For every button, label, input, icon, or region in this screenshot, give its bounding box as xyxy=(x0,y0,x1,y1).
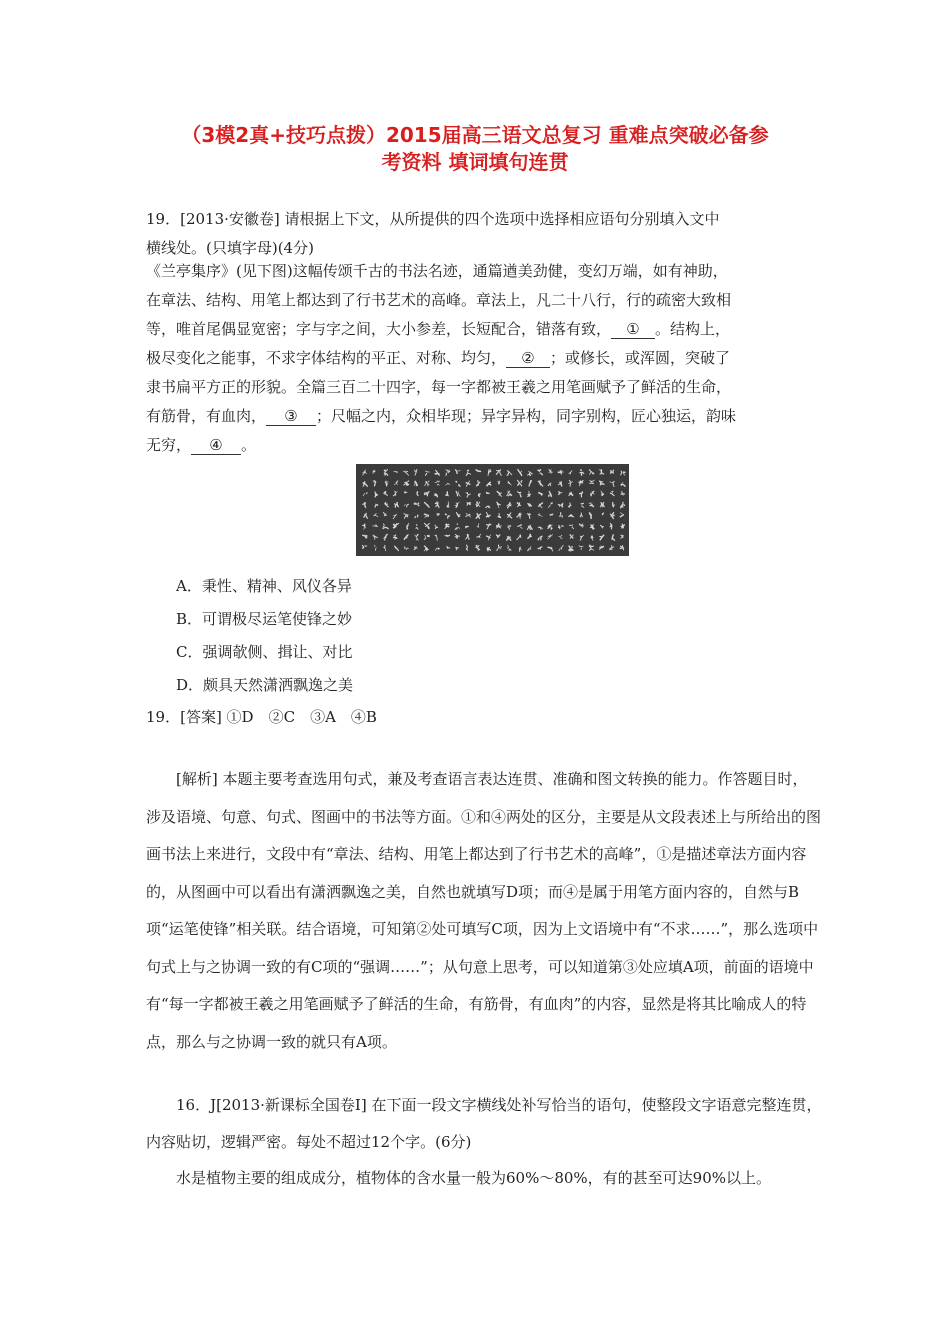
calligraphy-stroke xyxy=(467,494,471,497)
calligraphy-stroke xyxy=(455,469,457,474)
calligraphy-stroke xyxy=(612,491,614,492)
calligraphy-stroke xyxy=(579,546,584,547)
calligraphy-stroke xyxy=(438,548,440,549)
calligraphy-stroke xyxy=(435,548,437,551)
passage-line-5: 隶书扁平方正的形貌。全篇三百二十四字，每一字都被王羲之用笔画赋予了鲜活的生命， xyxy=(146,378,732,396)
calligraphy-stroke xyxy=(394,546,398,551)
calligraphy-stroke xyxy=(446,484,451,485)
calligraphy-stroke xyxy=(487,484,492,486)
calligraphy-stroke xyxy=(375,515,379,516)
blank-4: ④ xyxy=(191,436,241,455)
calligraphy-stroke xyxy=(457,527,460,528)
calligraphy-stroke xyxy=(437,481,438,482)
calligraphy-stroke xyxy=(510,517,512,519)
calligraphy-stroke xyxy=(425,471,430,472)
calligraphy-stroke xyxy=(383,547,386,551)
calligraphy-stroke xyxy=(498,482,499,485)
calligraphy-stroke xyxy=(455,528,457,530)
calligraphy-stroke xyxy=(548,535,551,537)
passage-line-1: 《兰亭集序》(见下图)这幅传颂千古的书法名迹，通篇遒美劲健，变幻万端，如有神助， xyxy=(146,262,728,280)
calligraphy-stroke xyxy=(479,494,480,497)
calligraphy-stroke xyxy=(621,484,625,486)
calligraphy-stroke xyxy=(456,547,457,550)
calligraphy-stroke xyxy=(407,515,408,518)
calligraphy-stroke xyxy=(467,470,469,471)
calligraphy-stroke xyxy=(600,525,603,528)
calligraphy-stroke xyxy=(456,491,458,496)
calligraphy-stroke xyxy=(488,549,491,551)
calligraphy-stroke xyxy=(394,534,396,536)
calligraphy-stroke xyxy=(406,537,408,538)
calligraphy-stroke xyxy=(435,525,437,529)
calligraphy-stroke xyxy=(416,534,418,536)
calligraphy-stroke xyxy=(487,548,488,550)
passage-line-2: 在章法、结构、用笔上都达到了行书艺术的高峰。章法上，凡二十八行，行的疏密大致相 xyxy=(146,291,732,309)
passage-text: 。结构上， xyxy=(655,320,731,338)
calligraphy-stroke xyxy=(466,545,467,548)
calligraphy-stroke xyxy=(590,505,594,507)
passage-line-3 xyxy=(146,315,822,344)
calligraphy-stroke xyxy=(589,472,590,474)
calligraphy-stroke xyxy=(559,548,561,551)
calligraphy-stroke xyxy=(466,549,467,551)
question-16-stem: 16．J[2013·新课标全国卷Ⅰ] 在下面一段文字横线处补写恰当的语句，使整段文字语意完整连贯，内容贴切，逻辑严密。每处不超过12个字。(6分) xyxy=(146,1096,822,1151)
calligraphy-stroke xyxy=(365,545,367,546)
calligraphy-image xyxy=(356,464,629,556)
calligraphy-stroke xyxy=(497,491,499,493)
calligraphy-stroke xyxy=(620,471,621,476)
calligraphy-stroke xyxy=(465,527,466,528)
passage-text: 等，唯首尾偶显宽密；字与字之间，大小参差，长短配合，错落有致， xyxy=(146,320,612,338)
options-list xyxy=(176,570,353,702)
calligraphy-stroke xyxy=(569,494,571,496)
calligraphy-stroke xyxy=(500,547,502,548)
calligraphy-stroke xyxy=(417,491,418,493)
calligraphy-stroke xyxy=(448,516,450,519)
calligraphy-stroke xyxy=(569,480,571,482)
calligraphy-stroke xyxy=(407,484,408,486)
calligraphy-stroke xyxy=(517,492,521,493)
calligraphy-stroke xyxy=(384,470,385,471)
calligraphy-stroke xyxy=(602,493,604,495)
calligraphy-stroke xyxy=(456,502,460,504)
calligraphy-stroke xyxy=(376,525,377,526)
passage-line-4 xyxy=(146,344,822,373)
calligraphy-stroke xyxy=(424,502,429,507)
calligraphy-stroke xyxy=(518,469,523,476)
calligraphy-stroke xyxy=(435,535,436,536)
calligraphy-stroke xyxy=(425,473,426,476)
calligraphy-stroke xyxy=(383,527,389,528)
calligraphy-stroke xyxy=(469,503,470,505)
calligraphy-stroke xyxy=(539,471,540,472)
calligraphy-stroke xyxy=(427,491,429,496)
answer-19: 19．[答案] ①D ②C ③A ④B xyxy=(146,708,377,726)
calligraphy-stroke xyxy=(417,516,418,517)
calligraphy-stroke xyxy=(393,514,397,519)
calligraphy-stroke xyxy=(374,484,375,486)
calligraphy-stroke xyxy=(383,491,385,493)
calligraphy-stroke xyxy=(417,494,419,496)
calligraphy-stroke xyxy=(446,535,450,536)
calligraphy-stroke xyxy=(394,484,398,485)
calligraphy-stroke xyxy=(364,524,365,528)
calligraphy-stroke xyxy=(561,512,562,515)
calligraphy-stroke xyxy=(375,480,377,482)
calligraphy-stroke xyxy=(447,506,448,508)
calligraphy-stroke xyxy=(579,482,583,483)
calligraphy-stroke xyxy=(424,549,426,551)
calligraphy-stroke xyxy=(476,470,482,472)
calligraphy-stroke xyxy=(623,525,625,528)
passage-text: ；尺幅之内，众相毕现；异字异构，同字别构，匠心独运，韵味 xyxy=(316,407,737,425)
calligraphy-stroke xyxy=(404,547,405,549)
calligraphy-stroke xyxy=(612,547,614,548)
passage-line-7 xyxy=(146,431,822,460)
calligraphy-stroke xyxy=(424,538,426,540)
calligraphy-stroke xyxy=(624,473,625,476)
calligraphy-stroke xyxy=(445,514,446,515)
calligraphy-stroke xyxy=(548,505,551,508)
calligraphy-stroke xyxy=(589,483,594,484)
option-b: B．可谓极尽运笔使锋之妙 xyxy=(176,610,353,628)
calligraphy-stroke xyxy=(438,484,440,485)
calligraphy-stroke xyxy=(476,545,479,546)
calligraphy-stroke xyxy=(416,524,417,525)
calligraphy-stroke xyxy=(551,528,552,530)
calligraphy-stroke xyxy=(528,548,531,551)
calligraphy-stroke xyxy=(366,492,367,494)
passage xyxy=(146,257,822,460)
calligraphy-stroke xyxy=(551,503,553,504)
calligraphy-stroke xyxy=(559,516,560,517)
calligraphy-stroke xyxy=(610,482,616,483)
calligraphy-stroke xyxy=(405,491,407,492)
calligraphy-stroke xyxy=(489,515,490,517)
calligraphy-stroke xyxy=(550,473,551,474)
calligraphy-stroke xyxy=(467,492,468,493)
passage-text: 有筋骨，有血肉， xyxy=(146,407,267,425)
question-19-stem xyxy=(146,205,822,263)
calligraphy-stroke xyxy=(435,470,437,473)
calligraphy-stroke xyxy=(540,548,541,549)
calligraphy-stroke xyxy=(589,502,591,503)
calligraphy-stroke xyxy=(468,537,469,540)
calligraphy-stroke xyxy=(446,524,449,525)
calligraphy-stroke xyxy=(385,474,388,476)
calligraphy-stroke xyxy=(455,537,457,539)
passage-text: 极尽变化之能事，不求字体结构的平正、对称、均匀， xyxy=(146,349,507,367)
calligraphy-stroke xyxy=(521,480,522,482)
calligraphy-stroke xyxy=(486,492,490,493)
calligraphy-stroke xyxy=(572,547,573,548)
calligraphy-stroke xyxy=(620,512,622,514)
option-c: C．强调欹侧、揖让、对比 xyxy=(176,643,353,661)
calligraphy-stroke xyxy=(611,516,613,518)
calligraphy-stroke xyxy=(560,538,562,539)
calligraphy-stroke xyxy=(373,526,379,527)
calligraphy-stroke xyxy=(477,526,479,528)
blank-3: ③ xyxy=(266,407,316,426)
calligraphy-stroke xyxy=(362,525,364,526)
calligraphy-stroke xyxy=(529,494,531,497)
calligraphy-stroke xyxy=(551,547,553,551)
calligraphy-stroke xyxy=(581,469,582,471)
calligraphy-stroke xyxy=(424,535,425,537)
calligraphy-stroke xyxy=(570,483,571,487)
analysis-19: [解析] 本题主要考查选用句式，兼及考查语言表达连贯、准确和图文转换的能力。作答题目时，涉及语境、句意、句式、图画中的书法等方面。①和④两处的区分，主要是从文段表述上与所给出的图画书法上来进行，文段中有“章法、结构、用笔上都达到了行书艺术的高峰”，①是描述章法方面内容的，从图画中可以看出有潇洒飘逸之美，自然也就填写D项；而④是属于用笔方面内容的，自然与B项“运笔使锋”相关联。结合语境，可知第②处可填写C项，因为上文语境中有“不求……”，那么选项中句式上与之协调一致的有C项的“强调……”；从句意上思考，可以知道第③处应填A项，前面的语境中有“每一字都被王羲之用笔画赋予了鲜活的生命，有筋骨，有血肉”的内容，显然是将其比喻成人的特点，那么与之协调一致的就只有A项。 xyxy=(146,770,822,1051)
calligraphy-stroke xyxy=(508,495,511,496)
calligraphy-stroke xyxy=(425,516,430,517)
calligraphy-stroke xyxy=(613,470,614,474)
calligraphy-stroke xyxy=(562,504,563,507)
calligraphy-stroke xyxy=(517,513,520,517)
calligraphy-stroke xyxy=(476,484,478,486)
calligraphy-stroke xyxy=(466,513,467,514)
calligraphy-stroke xyxy=(418,503,419,506)
calligraphy-stroke xyxy=(435,503,437,504)
calligraphy-stroke xyxy=(375,483,376,484)
q19-stem-line-1: 19．[2013·安徽卷] 请根据上下文，从所提供的四个选项中选择相应语句分别填入文中 xyxy=(146,210,720,228)
calligraphy-stroke xyxy=(376,548,377,551)
calligraphy-stroke xyxy=(426,481,427,483)
calligraphy-stroke xyxy=(582,506,584,508)
calligraphy-stroke xyxy=(416,528,418,530)
calligraphy-stroke xyxy=(366,517,368,519)
calligraphy-stroke xyxy=(363,481,365,486)
calligraphy-stroke xyxy=(438,481,440,482)
calligraphy-stroke xyxy=(548,495,549,497)
calligraphy-stroke xyxy=(613,505,615,506)
calligraphy-stroke xyxy=(599,547,603,548)
calligraphy-strokes xyxy=(356,464,629,556)
title-line-2: 考资料 填词填句连贯 xyxy=(381,150,569,174)
calligraphy-stroke xyxy=(529,513,530,514)
question-16-passage: 水是植物主要的组成成分，植物体的含水量一般为60%～80%，有的甚至可达90%以上。 xyxy=(176,1169,772,1187)
calligraphy-stroke xyxy=(406,548,408,550)
calligraphy-stroke xyxy=(467,473,471,474)
calligraphy-stroke xyxy=(508,483,510,485)
calligraphy-stroke xyxy=(580,480,583,481)
calligraphy-stroke xyxy=(507,491,509,496)
calligraphy-stroke xyxy=(540,473,543,475)
calligraphy-stroke xyxy=(581,513,583,517)
calligraphy-stroke xyxy=(527,527,529,530)
calligraphy-stroke xyxy=(509,549,511,551)
calligraphy-stroke xyxy=(438,502,439,507)
calligraphy-stroke xyxy=(612,549,613,550)
calligraphy-stroke xyxy=(600,535,604,541)
calligraphy-stroke xyxy=(549,525,552,526)
calligraphy-stroke xyxy=(620,515,624,518)
calligraphy-stroke xyxy=(560,470,561,471)
calligraphy-stroke xyxy=(434,495,436,497)
calligraphy-stroke xyxy=(599,481,601,484)
calligraphy-stroke xyxy=(414,483,415,486)
calligraphy-stroke xyxy=(620,548,622,549)
calligraphy-stroke xyxy=(550,514,553,515)
calligraphy-stroke xyxy=(404,505,406,506)
calligraphy-stroke xyxy=(364,527,367,529)
calligraphy-stroke xyxy=(506,539,511,541)
blank-1: ① xyxy=(611,320,655,339)
calligraphy-stroke xyxy=(363,493,364,496)
calligraphy-stroke xyxy=(446,473,447,476)
calligraphy-stroke xyxy=(417,515,418,516)
calligraphy-stroke xyxy=(538,537,540,540)
calligraphy-stroke xyxy=(457,523,458,525)
passage-text: ；或修长，或浑圆，突破了 xyxy=(550,349,731,367)
calligraphy-stroke xyxy=(624,505,626,506)
calligraphy-stroke xyxy=(520,493,521,497)
passage-text: 无穷， xyxy=(146,436,192,454)
calligraphy-stroke xyxy=(600,473,605,474)
calligraphy-stroke xyxy=(497,549,498,551)
option-a: A．秉性、精神、风仪各异 xyxy=(176,577,352,595)
calligraphy-stroke xyxy=(496,534,500,535)
option-d: D．颇具天然潇洒飘逸之美 xyxy=(176,676,354,694)
calligraphy-stroke xyxy=(456,481,457,482)
calligraphy-stroke xyxy=(579,473,583,474)
calligraphy-stroke xyxy=(610,493,614,496)
calligraphy-stroke xyxy=(362,545,363,548)
calligraphy-stroke xyxy=(476,501,477,503)
calligraphy-stroke xyxy=(581,548,582,550)
calligraphy-stroke xyxy=(362,502,364,504)
calligraphy-stroke xyxy=(539,503,543,507)
calligraphy-stroke xyxy=(613,515,614,516)
calligraphy-stroke xyxy=(500,470,502,475)
calligraphy-stroke xyxy=(448,494,449,496)
calligraphy-stroke xyxy=(520,547,521,550)
blank-2: ② xyxy=(506,349,550,368)
calligraphy-stroke xyxy=(592,491,594,493)
calligraphy-stroke xyxy=(579,524,580,525)
calligraphy-stroke xyxy=(415,469,417,476)
calligraphy-stroke xyxy=(541,536,543,541)
calligraphy-stroke xyxy=(531,482,532,483)
calligraphy-stroke xyxy=(404,492,405,493)
calligraphy-stroke xyxy=(610,549,611,550)
calligraphy-stroke xyxy=(395,471,397,472)
calligraphy-stroke xyxy=(538,513,539,514)
page-title xyxy=(120,122,830,176)
calligraphy-stroke xyxy=(508,527,510,530)
calligraphy-stroke xyxy=(599,548,600,550)
calligraphy-stroke xyxy=(385,482,389,483)
calligraphy-stroke xyxy=(458,491,460,496)
calligraphy-stroke xyxy=(521,527,523,529)
calligraphy-stroke xyxy=(530,546,531,549)
calligraphy-stroke xyxy=(466,516,467,517)
passage-text: 。 xyxy=(241,436,257,454)
calligraphy-stroke xyxy=(469,516,471,517)
calligraphy-stroke xyxy=(476,547,479,549)
calligraphy-stroke xyxy=(459,485,461,487)
calligraphy-stroke xyxy=(562,516,563,518)
calligraphy-stroke xyxy=(428,484,429,486)
calligraphy-stroke xyxy=(572,527,574,529)
calligraphy-stroke xyxy=(383,524,385,528)
calligraphy-stroke xyxy=(558,505,560,507)
calligraphy-stroke xyxy=(375,505,377,508)
calligraphy-stroke xyxy=(569,525,573,526)
passage-line-6 xyxy=(146,402,822,431)
calligraphy-stroke xyxy=(538,527,541,529)
calligraphy-stroke xyxy=(478,482,480,484)
calligraphy-stroke xyxy=(394,504,395,508)
calligraphy-stroke xyxy=(407,504,409,507)
calligraphy-stroke xyxy=(622,506,623,508)
calligraphy-stroke xyxy=(610,523,611,527)
calligraphy-stroke xyxy=(593,493,595,495)
calligraphy-stroke xyxy=(538,515,542,517)
calligraphy-stroke xyxy=(406,471,409,472)
calligraphy-stroke xyxy=(559,535,562,537)
calligraphy-stroke xyxy=(458,470,460,471)
calligraphy-stroke xyxy=(621,526,622,528)
calligraphy-stroke xyxy=(414,470,415,472)
calligraphy-stroke xyxy=(613,539,614,541)
calligraphy-stroke xyxy=(581,503,584,504)
q19-stem-line-2: 横线处。(只填字母)(4分) xyxy=(146,239,314,257)
title-line-1: （3模2真+技巧点拨）2015届高三语文总复习 重难点突破必备参 xyxy=(181,123,769,147)
calligraphy-stroke xyxy=(415,516,416,518)
calligraphy-stroke xyxy=(561,545,563,549)
calligraphy-stroke xyxy=(386,494,388,496)
